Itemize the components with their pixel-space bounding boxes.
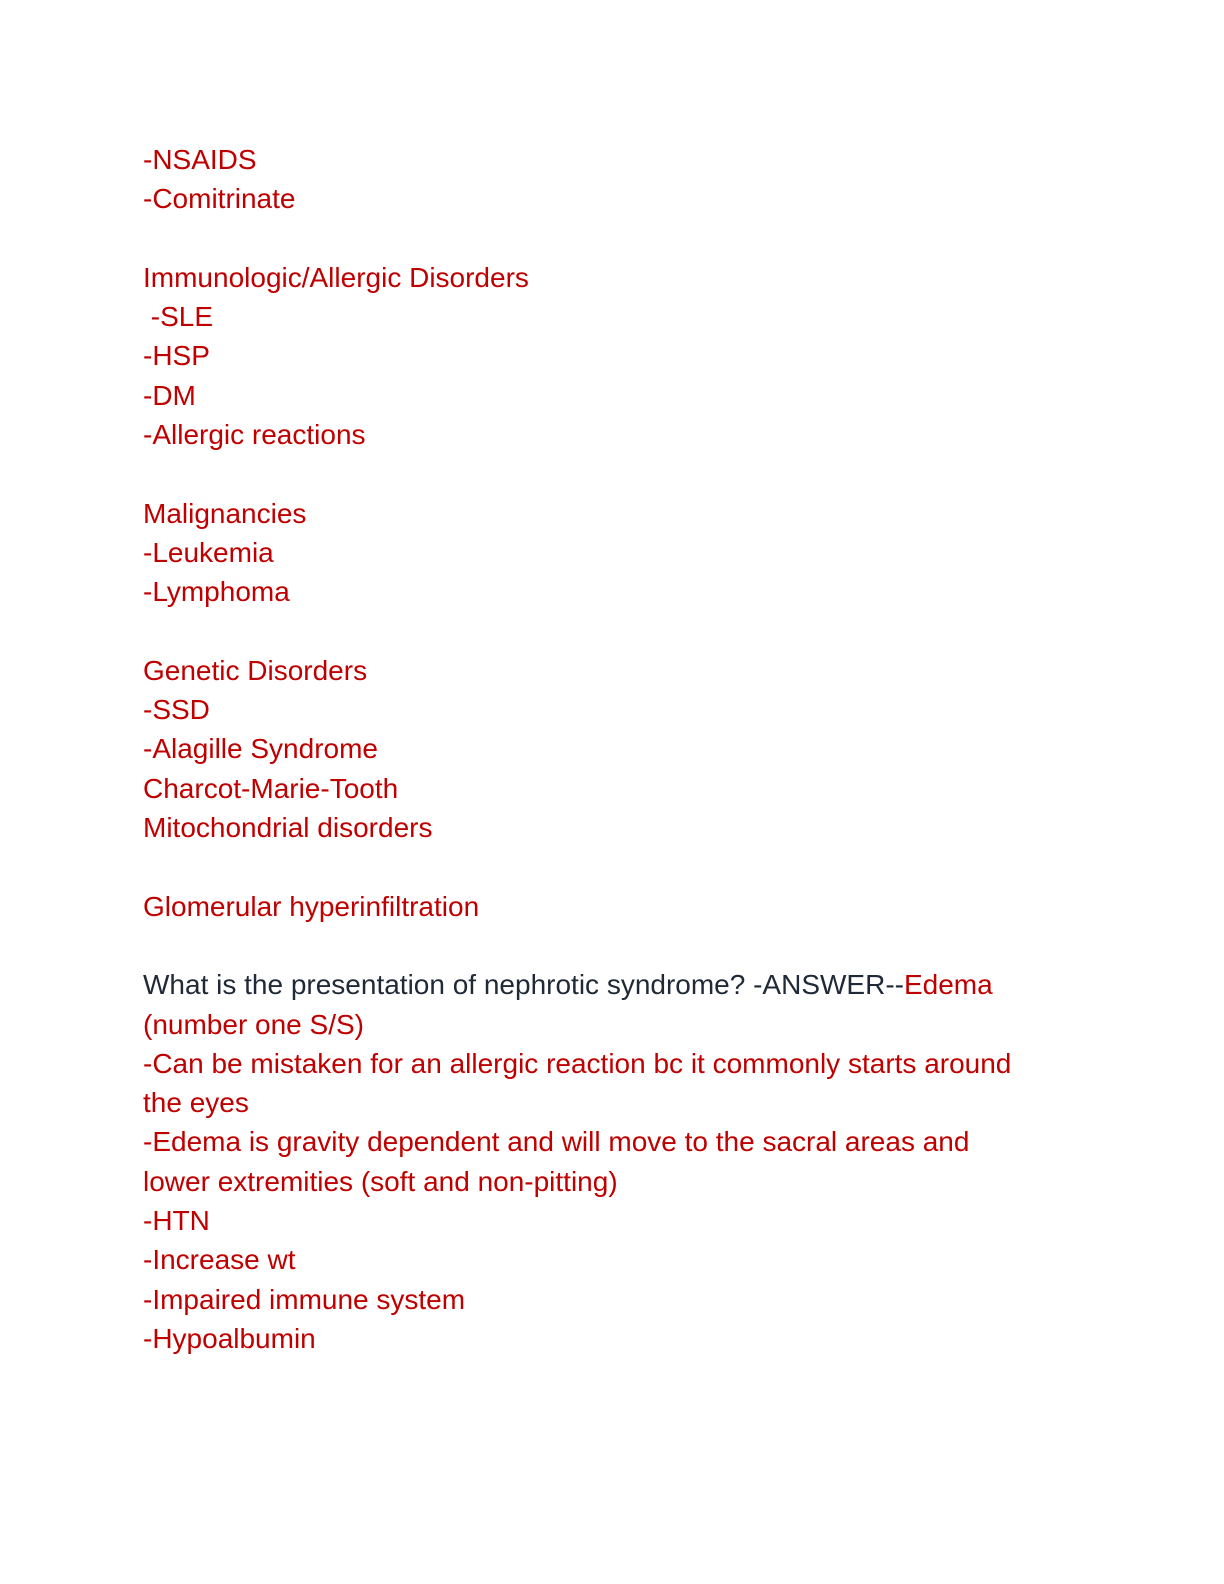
answer-line: -Can be mistaken for an allergic reaction bc it commonly starts around xyxy=(143,1047,1012,1079)
blank-line xyxy=(143,454,1083,493)
drug-line: -Comitrinate xyxy=(143,183,296,215)
page-content xyxy=(143,140,1083,1358)
genetic-item: -SSD xyxy=(143,694,210,726)
answer-line: (number one S/S) xyxy=(143,1008,364,1040)
answer-line: lower extremities (soft and non-pitting) xyxy=(143,1165,618,1197)
immunologic-item: -DM xyxy=(143,379,196,411)
genetic-heading: Genetic Disorders xyxy=(143,654,368,686)
malignancies-heading: Malignancies xyxy=(143,497,307,529)
malignancies-item: -Leukemia xyxy=(143,536,274,568)
immunologic-item: -SLE xyxy=(143,301,214,333)
malignancies-item: -Lymphoma xyxy=(143,576,290,608)
blank-line xyxy=(143,219,1083,258)
blank-line xyxy=(143,847,1083,886)
blank-line xyxy=(143,612,1083,651)
drug-line: -NSAIDS xyxy=(143,144,257,175)
blank-line xyxy=(143,926,1083,965)
answer-line: -Edema is gravity dependent and will move to the sacral areas and xyxy=(143,1126,970,1158)
answer-line: -Increase wt xyxy=(143,1244,296,1276)
answer-first-word: Edema xyxy=(903,969,993,1001)
genetic-item: Charcot-Marie-Tooth xyxy=(143,772,399,804)
question-text: What is the presentation of nephrotic syndrome? -ANSWER-- xyxy=(143,969,904,1001)
answer-line: -Hypoalbumin xyxy=(143,1322,316,1354)
answer-line: -Impaired immune system xyxy=(143,1283,466,1315)
immunologic-heading: Immunologic/Allergic Disorders xyxy=(143,261,529,293)
genetic-item: -Alagille Syndrome xyxy=(143,733,378,765)
answer-line: -HTN xyxy=(143,1205,210,1237)
immunologic-item: -Allergic reactions xyxy=(143,419,366,451)
answer-line: the eyes xyxy=(143,1087,249,1119)
glomerular-heading: Glomerular hyperinfiltration xyxy=(143,890,480,922)
qa-question-line xyxy=(143,965,1083,1004)
genetic-item: Mitochondrial disorders xyxy=(143,812,433,844)
immunologic-item: -HSP xyxy=(143,340,210,372)
